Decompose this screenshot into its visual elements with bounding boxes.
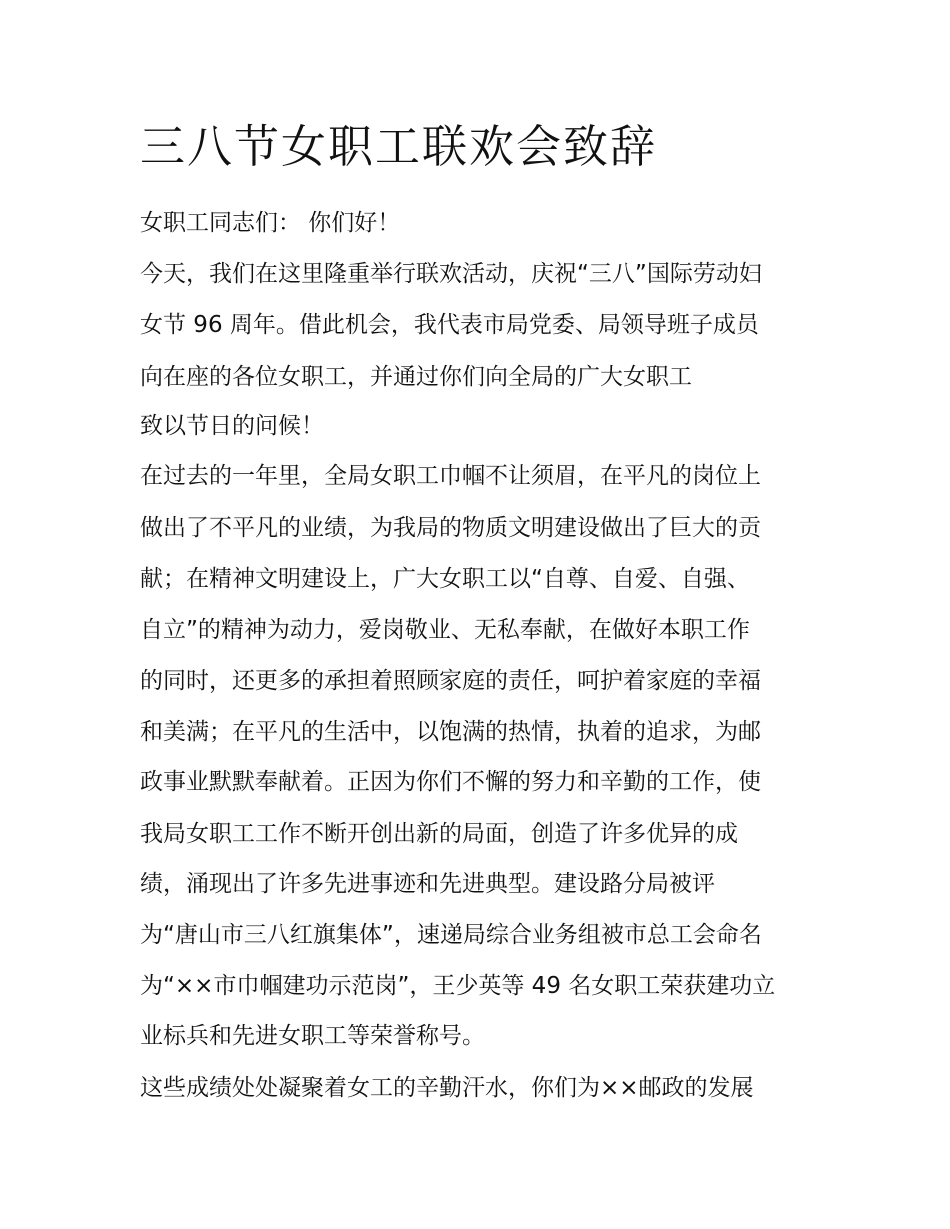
body-line: 女节 96 周年。借此机会，我代表市局党委、局领导班子成员 bbox=[140, 312, 759, 338]
body-line: 政事业默默奉献着。正因为你们不懈的努力和辛勤的工作，使 bbox=[140, 769, 761, 795]
body-line: 在过去的一年里，全局女职工巾帼不让须眉，在平凡的岗位上 bbox=[140, 463, 761, 489]
body-line: 献；在精神文明建设上，广大女职工以“自尊、自爱、自强、 bbox=[140, 566, 750, 592]
body-line: 为“××市巾帼建功示范岗”，王少英等 49 名女职工荣获建功立 bbox=[140, 973, 776, 999]
body-line: 自立”的精神为动力，爱岗敬业、无私奉献，在做好本职工作 bbox=[140, 617, 750, 643]
body-line: 绩，涌现出了许多先进事迹和先进典型。建设路分局被评 bbox=[140, 871, 715, 897]
body-line: 致以节日的问候！ bbox=[140, 413, 324, 439]
greeting-line: 女职工同志们： 你们好！ bbox=[140, 210, 401, 236]
body-line: 的同时，还更多的承担着照顾家庭的责任，呵护着家庭的幸福 bbox=[140, 668, 761, 694]
body-line: 和美满；在平凡的生活中，以饱满的热情，执着的追求，为邮 bbox=[140, 719, 761, 745]
body-line: 向在座的各位女职工，并通过你们向全局的广大女职工 bbox=[140, 364, 692, 390]
body-line: 为“唐山市三八红旗集体”，速递局综合业务组被市总工会命名 bbox=[140, 922, 762, 948]
body-line: 今天，我们在这里隆重举行联欢活动，庆祝“三八”国际劳动妇 bbox=[140, 261, 762, 287]
body-line: 我局女职工工作不断开创出新的局面，创造了许多优异的成 bbox=[140, 821, 738, 847]
page-title: 三八节女职工联欢会致辞 bbox=[140, 120, 658, 173]
body-line: 这些成绩处处凝聚着女工的辛勤汗水，你们为××邮政的发展 bbox=[140, 1075, 754, 1101]
body-line: 业标兵和先进女职工等荣誉称号。 bbox=[140, 1023, 485, 1049]
body-line: 做出了不平凡的业绩，为我局的物质文明建设做出了巨大的贡 bbox=[140, 515, 761, 541]
